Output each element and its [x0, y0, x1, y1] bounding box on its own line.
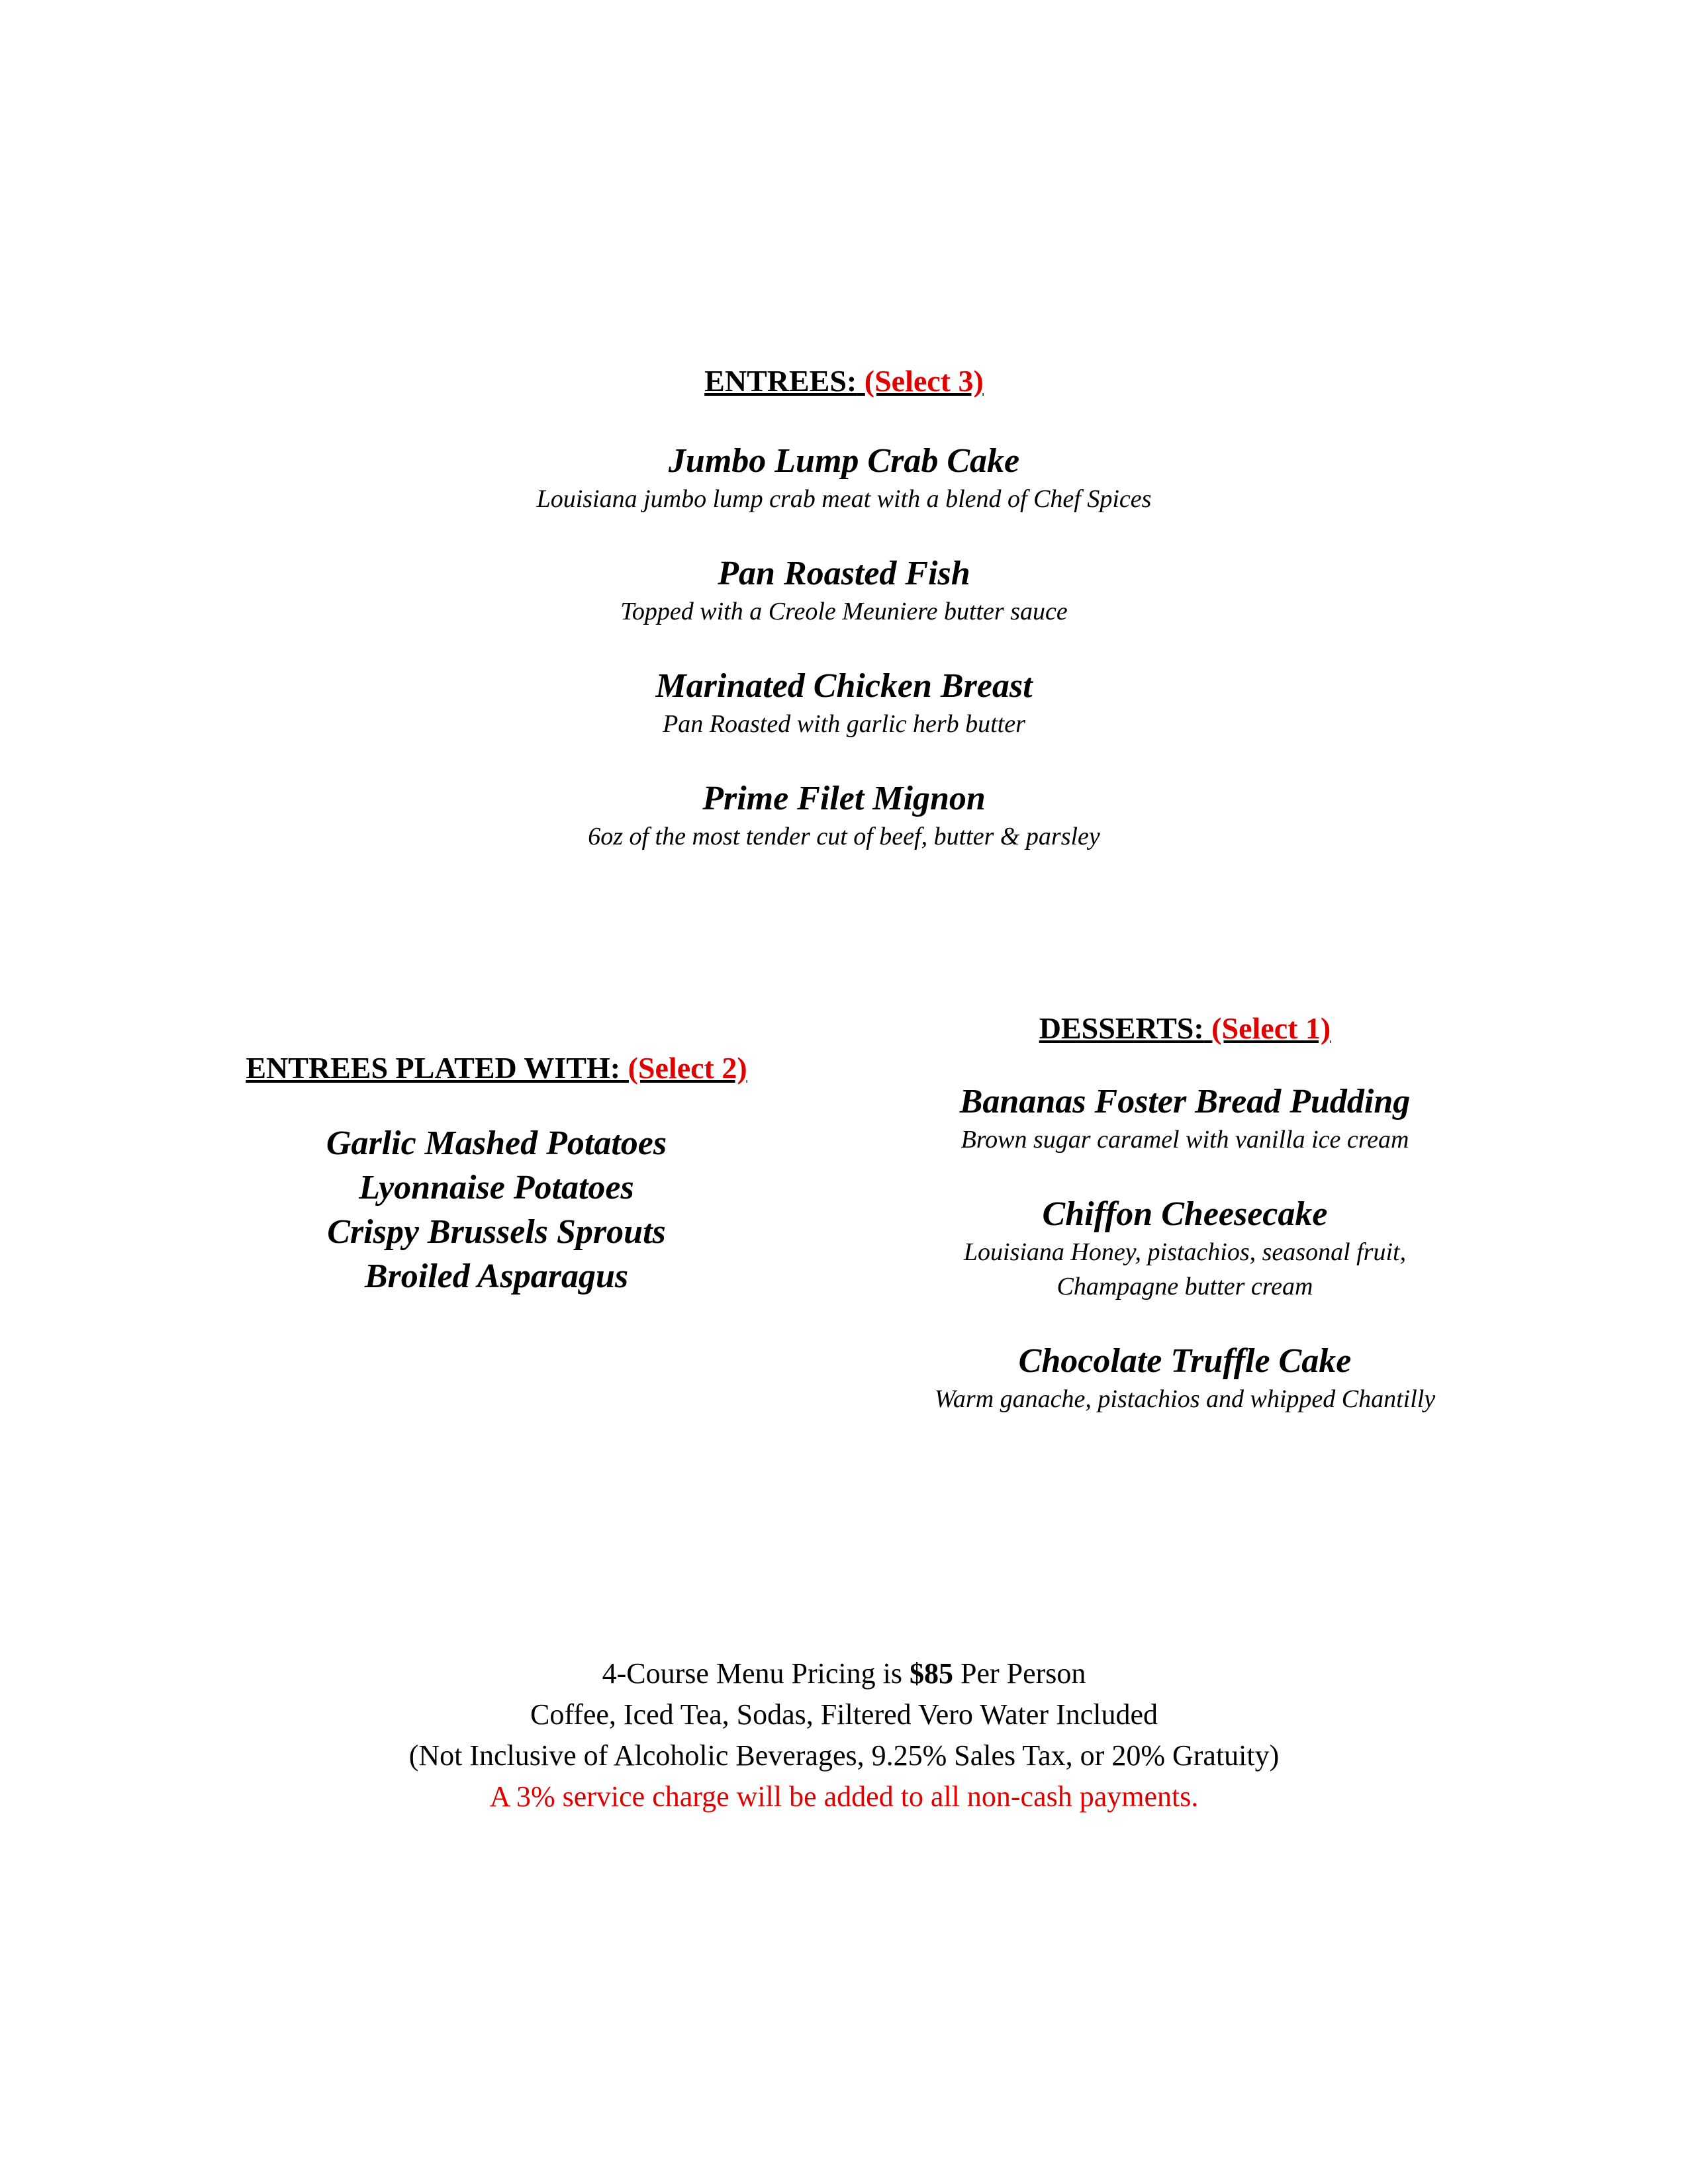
side-item: Lyonnaise Potatoes [359, 1169, 634, 1206]
desserts-select-note: (Select 1) [1211, 1011, 1331, 1045]
beverages-included-line: Coffee, Iced Tea, Sodas, Filtered Vero Water Included [530, 1698, 1158, 1731]
side-item: Crispy Brussels Sprouts [327, 1213, 666, 1251]
dessert-description: Champagne butter cream [1056, 1273, 1313, 1300]
entrees-select-note: (Select 3) [864, 364, 984, 398]
entree-description: Louisiana jumbo lump crab meat with a blend of Chef Spices [536, 485, 1152, 513]
entree-name: Prime Filet Mignon [702, 780, 986, 817]
dessert-description: Brown sugar caramel with vanilla ice cream [961, 1126, 1409, 1154]
service-charge-line: A 3% service charge will be added to all non-cash payments. [489, 1780, 1199, 1813]
entree-item [0, 778, 1688, 854]
pricing-prefix: 4-Course Menu Pricing is [602, 1657, 910, 1690]
entree-description: 6oz of the most tender cut of beef, butter & parsley [588, 823, 1100, 850]
entree-item [0, 553, 1688, 629]
entree-name: Pan Roasted Fish [718, 555, 970, 592]
price-amount: $85 [909, 1657, 953, 1690]
entree-item [0, 666, 1688, 741]
exclusions-line: (Not Inclusive of Alcoholic Beverages, 9.25% Sales Tax, or 20% Gratuity) [408, 1739, 1280, 1772]
dessert-name: Chocolate Truffle Cake [1018, 1342, 1352, 1380]
desserts-heading [847, 1009, 1523, 1048]
entree-description: Pan Roasted with garlic herb butter [663, 710, 1025, 738]
entrees-section [0, 361, 1688, 854]
entree-item [0, 441, 1688, 516]
side-item: Broiled Asparagus [364, 1257, 629, 1295]
pricing-section [0, 1653, 1688, 1817]
desserts-section [847, 1009, 1523, 1416]
pricing-line [0, 1653, 1688, 1694]
dessert-description: Louisiana Honey, pistachios, seasonal fruit, [963, 1238, 1407, 1266]
dessert-item [847, 1341, 1523, 1416]
side-item: Garlic Mashed Potatoes [326, 1124, 667, 1162]
sides-select-note: (Select 2) [628, 1051, 747, 1085]
entrees-heading [0, 361, 1688, 401]
dessert-item [847, 1081, 1523, 1157]
sides-heading-label: ENTREES PLATED WITH: [246, 1051, 621, 1085]
dessert-name: Bananas Foster Bread Pudding [959, 1083, 1411, 1120]
desserts-heading-label: DESSERTS: [1039, 1011, 1204, 1045]
dessert-description: Warm ganache, pistachios and whipped Chantilly [934, 1385, 1436, 1413]
sides-list [192, 1121, 801, 1298]
entrees-heading-label: ENTREES: [704, 364, 857, 398]
dessert-name: Chiffon Cheesecake [1042, 1195, 1328, 1233]
dessert-item [847, 1194, 1523, 1304]
sides-heading [192, 1048, 801, 1088]
entree-name: Marinated Chicken Breast [655, 667, 1033, 705]
sides-section [192, 1048, 801, 1298]
entree-name: Jumbo Lump Crab Cake [668, 442, 1020, 480]
entree-description: Topped with a Creole Meuniere butter sauce [620, 598, 1068, 625]
pricing-suffix: Per Person [953, 1657, 1086, 1690]
